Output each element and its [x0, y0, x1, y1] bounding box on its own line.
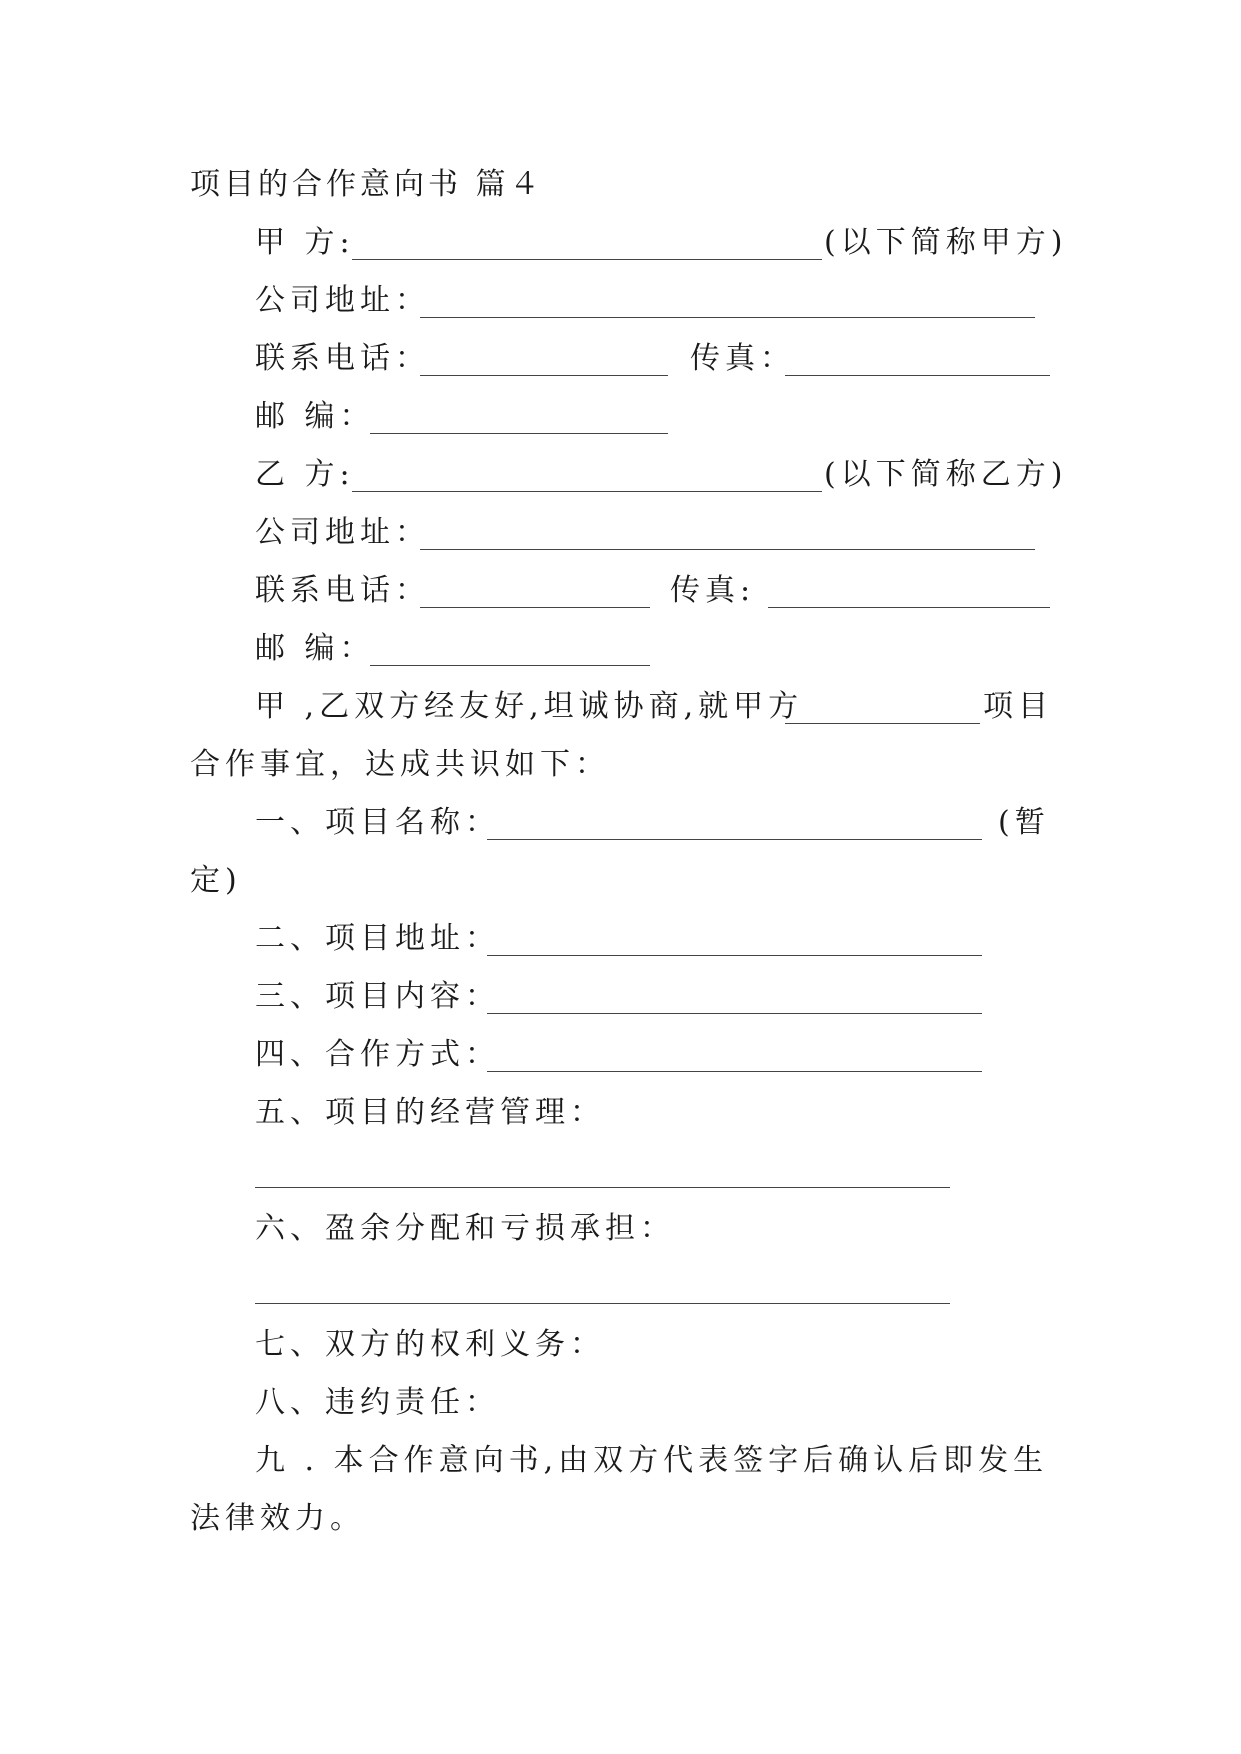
clause-9-line-2: 法律效力。	[190, 1501, 365, 1536]
party-a-label: 甲 方:	[255, 225, 355, 260]
clause-1-blank[interactable]	[487, 839, 982, 840]
party-b-label: 乙 方:	[255, 457, 355, 492]
clause-7-label: 七、双方的权利义务：	[255, 1327, 605, 1362]
intro-line-2: 合作事宜，达成共识如下：	[190, 747, 610, 782]
party-b-phone-blank[interactable]	[420, 607, 650, 608]
party-b-phone-label: 联系电话：	[255, 573, 430, 608]
clause-1-suffix: (暂	[998, 805, 1050, 840]
intro-line-1-end: 项目	[983, 689, 1053, 724]
party-a-fax-blank[interactable]	[785, 375, 1050, 376]
clause-3-blank[interactable]	[487, 1013, 982, 1014]
party-b-postcode-blank[interactable]	[370, 665, 650, 666]
clause-4-blank[interactable]	[487, 1071, 982, 1072]
party-a-phone-blank[interactable]	[420, 375, 668, 376]
party-a-postcode-label: 邮 编：	[255, 399, 375, 434]
clause-1-label: 一、项目名称：	[255, 805, 500, 840]
party-b-postcode-label: 邮 编：	[255, 631, 375, 666]
clause-1-continuation: 定)	[190, 863, 242, 898]
party-b-address-blank[interactable]	[420, 549, 1035, 550]
clause-5-label: 五、项目的经营管理：	[255, 1095, 605, 1130]
clause-9-line-1: 九 . 本合作意向书,由双方代表签字后确认后即发生	[255, 1443, 1049, 1478]
party-a-address-label: 公司地址：	[255, 283, 430, 318]
party-b-address-label: 公司地址：	[255, 515, 430, 550]
party-b-fax-label: 传真:	[670, 573, 756, 608]
party-a-postcode-blank[interactable]	[370, 433, 668, 434]
clause-2-blank[interactable]	[487, 955, 982, 956]
intro-line-1: 甲 ,乙双方经友好,坦诚协商,就甲方	[255, 689, 804, 724]
party-a-suffix: (以下简称甲方)	[824, 225, 1068, 260]
clause-2-label: 二、项目地址：	[255, 921, 500, 956]
clause-6-blank[interactable]	[255, 1303, 950, 1304]
party-a-fax-label: 传真：	[690, 341, 795, 376]
clause-5-blank[interactable]	[255, 1187, 950, 1188]
party-a-name-blank[interactable]	[352, 259, 822, 260]
party-b-fax-blank[interactable]	[768, 607, 1050, 608]
party-b-name-blank[interactable]	[352, 491, 822, 492]
party-b-suffix: (以下简称乙方)	[824, 457, 1068, 492]
party-a-phone-label: 联系电话：	[255, 341, 430, 376]
clause-4-label: 四、合作方式：	[255, 1037, 500, 1072]
clause-6-label: 六、盈余分配和亏损承担：	[255, 1211, 675, 1246]
clause-8-label: 八、违约责任：	[255, 1385, 500, 1420]
clause-3-label: 三、项目内容：	[255, 979, 500, 1014]
party-a-address-blank[interactable]	[420, 317, 1035, 318]
document-title: 项目的合作意向书 篇４	[190, 167, 544, 202]
intro-project-blank[interactable]	[785, 723, 980, 724]
